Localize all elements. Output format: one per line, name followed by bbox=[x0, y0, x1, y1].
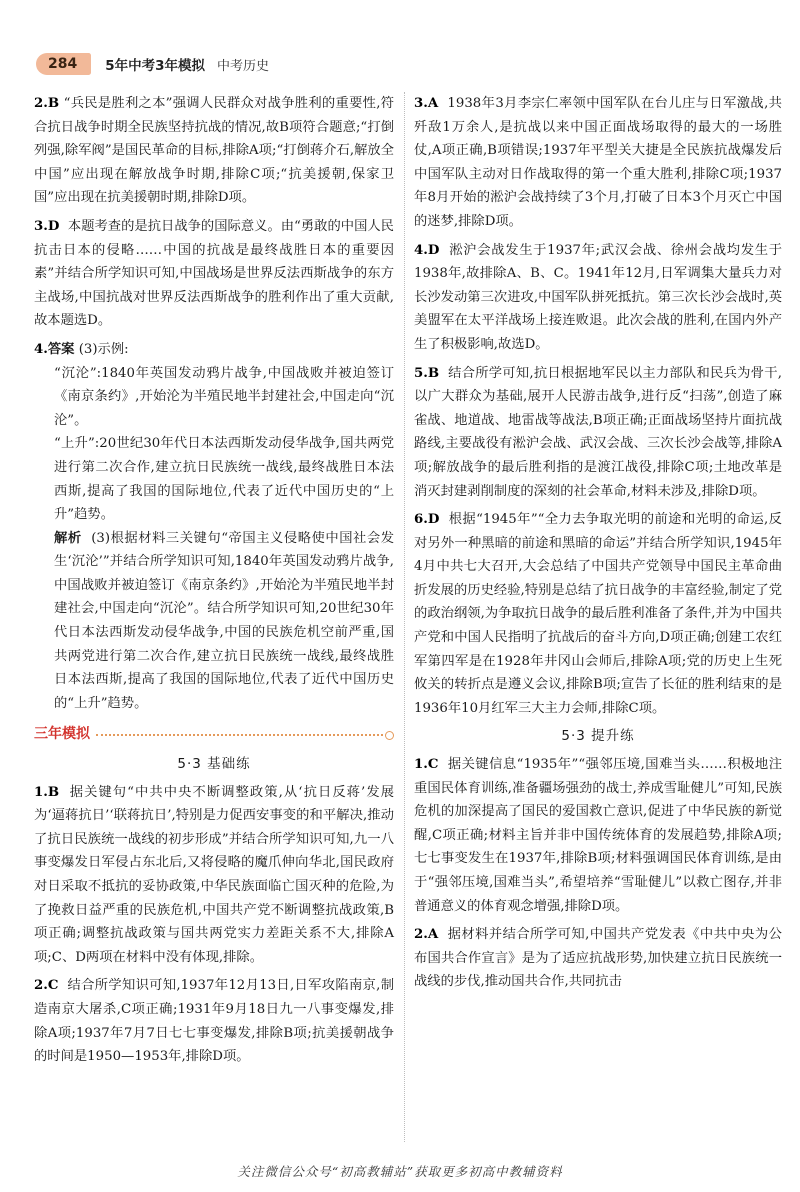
subsection-title: 5·3 基础练 bbox=[177, 756, 251, 773]
section-header bbox=[34, 723, 394, 747]
right-column bbox=[414, 92, 782, 999]
item-text: 结合所学知识可知,1937年12月13日,日军攻陷南京,制造南京大屠杀,C项正确;1931年9月18日九一八事变爆发,排除A项;1937年7月7日七七事变爆发,排除B项;抗美援朝战争的时间是1950—1953年,排除D项。 bbox=[34, 978, 394, 1065]
section-title: 三年模拟 bbox=[34, 726, 90, 743]
answer-item bbox=[414, 923, 782, 994]
analysis-text: (3)根据材料三关键句“帝国主义侵略使中国社会发生‘沉沦’”并结合所学知识可知,1840年英国发动鸦片战争,中国战败并被迫签订《南京条约》,开始沦为半殖民地半封建社会,中国走向“沉沦”。结合所学知识可知,20世纪30年代日本法西斯发动侵华战争,中国的民族危机空前严重,国共两党进行第二次合作,建立抗日民族统一战线,最终战胜日本法西斯,提高了我国的国际地位,代表了近代中国历史的“上升”趋势。 bbox=[54, 530, 394, 711]
answer-item bbox=[34, 781, 394, 970]
answer-item bbox=[34, 974, 394, 1068]
item-text: 据关键句“中共中央不断调整政策,从‘抗日反蒋’发展为‘逼蒋抗日’‘联蒋抗日’,特别是力促西安事变的和平解决,推动了抗日民族统一战线的初步形成”并结合所学知识可知,九一八事变爆发日军侵占东北后,又将侵略的魔爪伸向华北,国民政府对日采取不抵抗的妥协政策,中华民族面临亡国灭种的危险,为了挽救日益严重的民族危机,中国共产党不断调整抗战政策,B项正确;调整抗战政策与国共两党实力差距关系不大,排除A项;C、D两项在材料中没有体现,排除。 bbox=[34, 784, 394, 965]
answer-label: 答案 bbox=[47, 341, 75, 357]
column-divider bbox=[404, 92, 405, 1142]
item-number: 2.A bbox=[414, 927, 439, 943]
item-number: 3.A bbox=[414, 96, 439, 111]
item-text: “兵民是胜利之本”强调人民群众对战争胜利的重要性,符合抗日战争时期全民族坚持抗战的情况,故B项符合题意;“打倒列强,除军阀”是国民革命的目标,排除A项;“打倒蒋介石,解放全中国”应出现在解放战争时期,排除C项;“抗美援朝,保家卫国”应出现在抗美援朝时期,排除D项。 bbox=[34, 96, 394, 206]
item-number: 1.C bbox=[414, 757, 439, 773]
item-number: 5.B bbox=[414, 365, 440, 381]
left-column bbox=[34, 92, 394, 1074]
item-number: 4.D bbox=[414, 242, 440, 258]
item-text: 本题考查的是抗日战争的国际意义。由“勇敢的中国人民抗击日本的侵略……中国的抗战是最终战胜日本的重要因素”并结合所学知识可知,中国战场是世界反法西斯战争的东方主战场,中国抗战对世界反法西斯战争的胜利作出了重大贡献,故本题选D。 bbox=[34, 218, 394, 329]
answer-item bbox=[414, 239, 782, 357]
item-number: 4. bbox=[34, 341, 48, 357]
answer-line: “沉沦”:1840年英国发动鸦片战争,中国战败并被迫签订《南京条约》,开始沦为半殖民地半封建社会,中国走向“沉沦”。 bbox=[54, 365, 394, 428]
item-text: 据关键信息“1935年”“强邻压境,国难当头……积极地注重国民体育训练,准备疆场强劲的战士,养成雪耻健儿”可知,民族危机的加深提高了国民的爱国救亡意识,促进了中华民族的新觉醒,C项正确;材料主旨并非中国传统体育的发展趋势,排除A项;七七事变发生在1937年,排除B项;材料强调国民体育训练,是由于“强邻压境,国难当头”,希望培养“雪耻健儿”以救亡图存,并非普通意义的体育观念增强,排除D项。 bbox=[414, 757, 782, 914]
subsection-title: 5·3 提升练 bbox=[561, 728, 635, 745]
subject-label: 中考历史 bbox=[217, 58, 270, 74]
page-header bbox=[36, 50, 269, 78]
item-number: 2.C bbox=[34, 978, 59, 994]
answer-item bbox=[414, 362, 782, 504]
analysis-label: 解析 bbox=[54, 530, 82, 546]
section-dot-icon bbox=[385, 731, 394, 740]
section-rule bbox=[96, 734, 383, 736]
answer-item bbox=[34, 215, 394, 333]
book-title: 5年中考3年模拟 bbox=[105, 58, 206, 74]
item-text: 1938年3月李宗仁率领中国军队在台儿庄与日军激战,共歼敌1万余人,是抗战以来中国正面战场取得的最大的一场胜仗,A项正确,B项错误;1937年平型关大捷是全民族抗战爆发后中国军队主动对日作战取得的第一个重大胜利,排除C项;1937年8月开始的淞沪会战持续了3个月,打破了日本3个月灭亡中国的迷梦,排除D项。 bbox=[414, 96, 782, 229]
item-number: 1.B bbox=[34, 784, 60, 800]
item-text: 根据“1945年”“全力去争取光明的前途和光明的命运,反对另外一种黑暗的前途和黑暗的命运”并结合所学知识,1945年4月中共七大召开,大会总结了中国共产党领导中国民主革命曲折发展的历史经验,特别是总结了抗日战争的丰富经验,制定了党的政治纲领,为争取抗日战争的最后胜利准备了条件,并为中国共产党和中国人民指明了抗战后的奋斗方向,D项正确;创建工农红军第四军是在1928年井冈山会师后,排除A项;党的历史上生死攸关的转折点是遵义会议,排除B项;宣告了长征的胜利结束的是1936年10月红军三大主力会师,排除C项。 bbox=[414, 512, 782, 716]
item-number: 3.D bbox=[34, 218, 60, 234]
footer-note: 关注微信公众号“初高教辅站”获取更多初高中教辅资料 bbox=[237, 1164, 563, 1179]
answer-item bbox=[34, 92, 394, 210]
answer-line: “上升”:20世纪30年代日本法西斯发动侵华战争,国共两党进行第二次合作,建立抗日民族统一战线,最终战胜日本法西斯,提高了我国的国际地位,代表了近代中国历史的“上升”趋势。 bbox=[54, 436, 394, 523]
item-number: 2.B bbox=[34, 96, 60, 111]
item-number: 6.D bbox=[414, 512, 440, 528]
answer-item bbox=[414, 92, 782, 234]
answer-item bbox=[414, 508, 782, 720]
answer-intro: (3)示例: bbox=[78, 341, 129, 357]
answer-item bbox=[414, 753, 782, 918]
answer-item bbox=[34, 338, 394, 716]
item-text: 淞沪会战发生于1937年;武汉会战、徐州会战均发生于1938年,故排除A、B、C。1941年12月,日军调集大量兵力对长沙发动第三次进攻,中国军队拼死抵抗。第三次长沙会战时,英美盟军在太平洋战场上接连败退。此次会战的胜利,在国内外产生了积极影响,故选D。 bbox=[414, 242, 782, 352]
item-text: 结合所学可知,抗日根据地军民以主力部队和民兵为骨干,以广大群众为基础,展开人民游击战争,进行反“扫荡”,创造了麻雀战、地道战、地雷战等战法,B项正确;正面战场坚持片面抗战路线,主要战役有淞沪会战、武汉会战、三次长沙会战等,排除A项;解放战争的最后胜利指的是渡江战役,排除C项;土地改革是消灭封建剥削制度的深刻的社会革命,材料未涉及,排除D项。 bbox=[414, 365, 782, 499]
page-number: 284 bbox=[36, 53, 91, 75]
item-text: 据材料并结合所学可知,中国共产党发表《中共中央为公布国共合作宣言》是为了适应抗战形势,加快建立抗日民族统一战线的步伐,推动国共合作,共同抗击 bbox=[414, 927, 782, 990]
